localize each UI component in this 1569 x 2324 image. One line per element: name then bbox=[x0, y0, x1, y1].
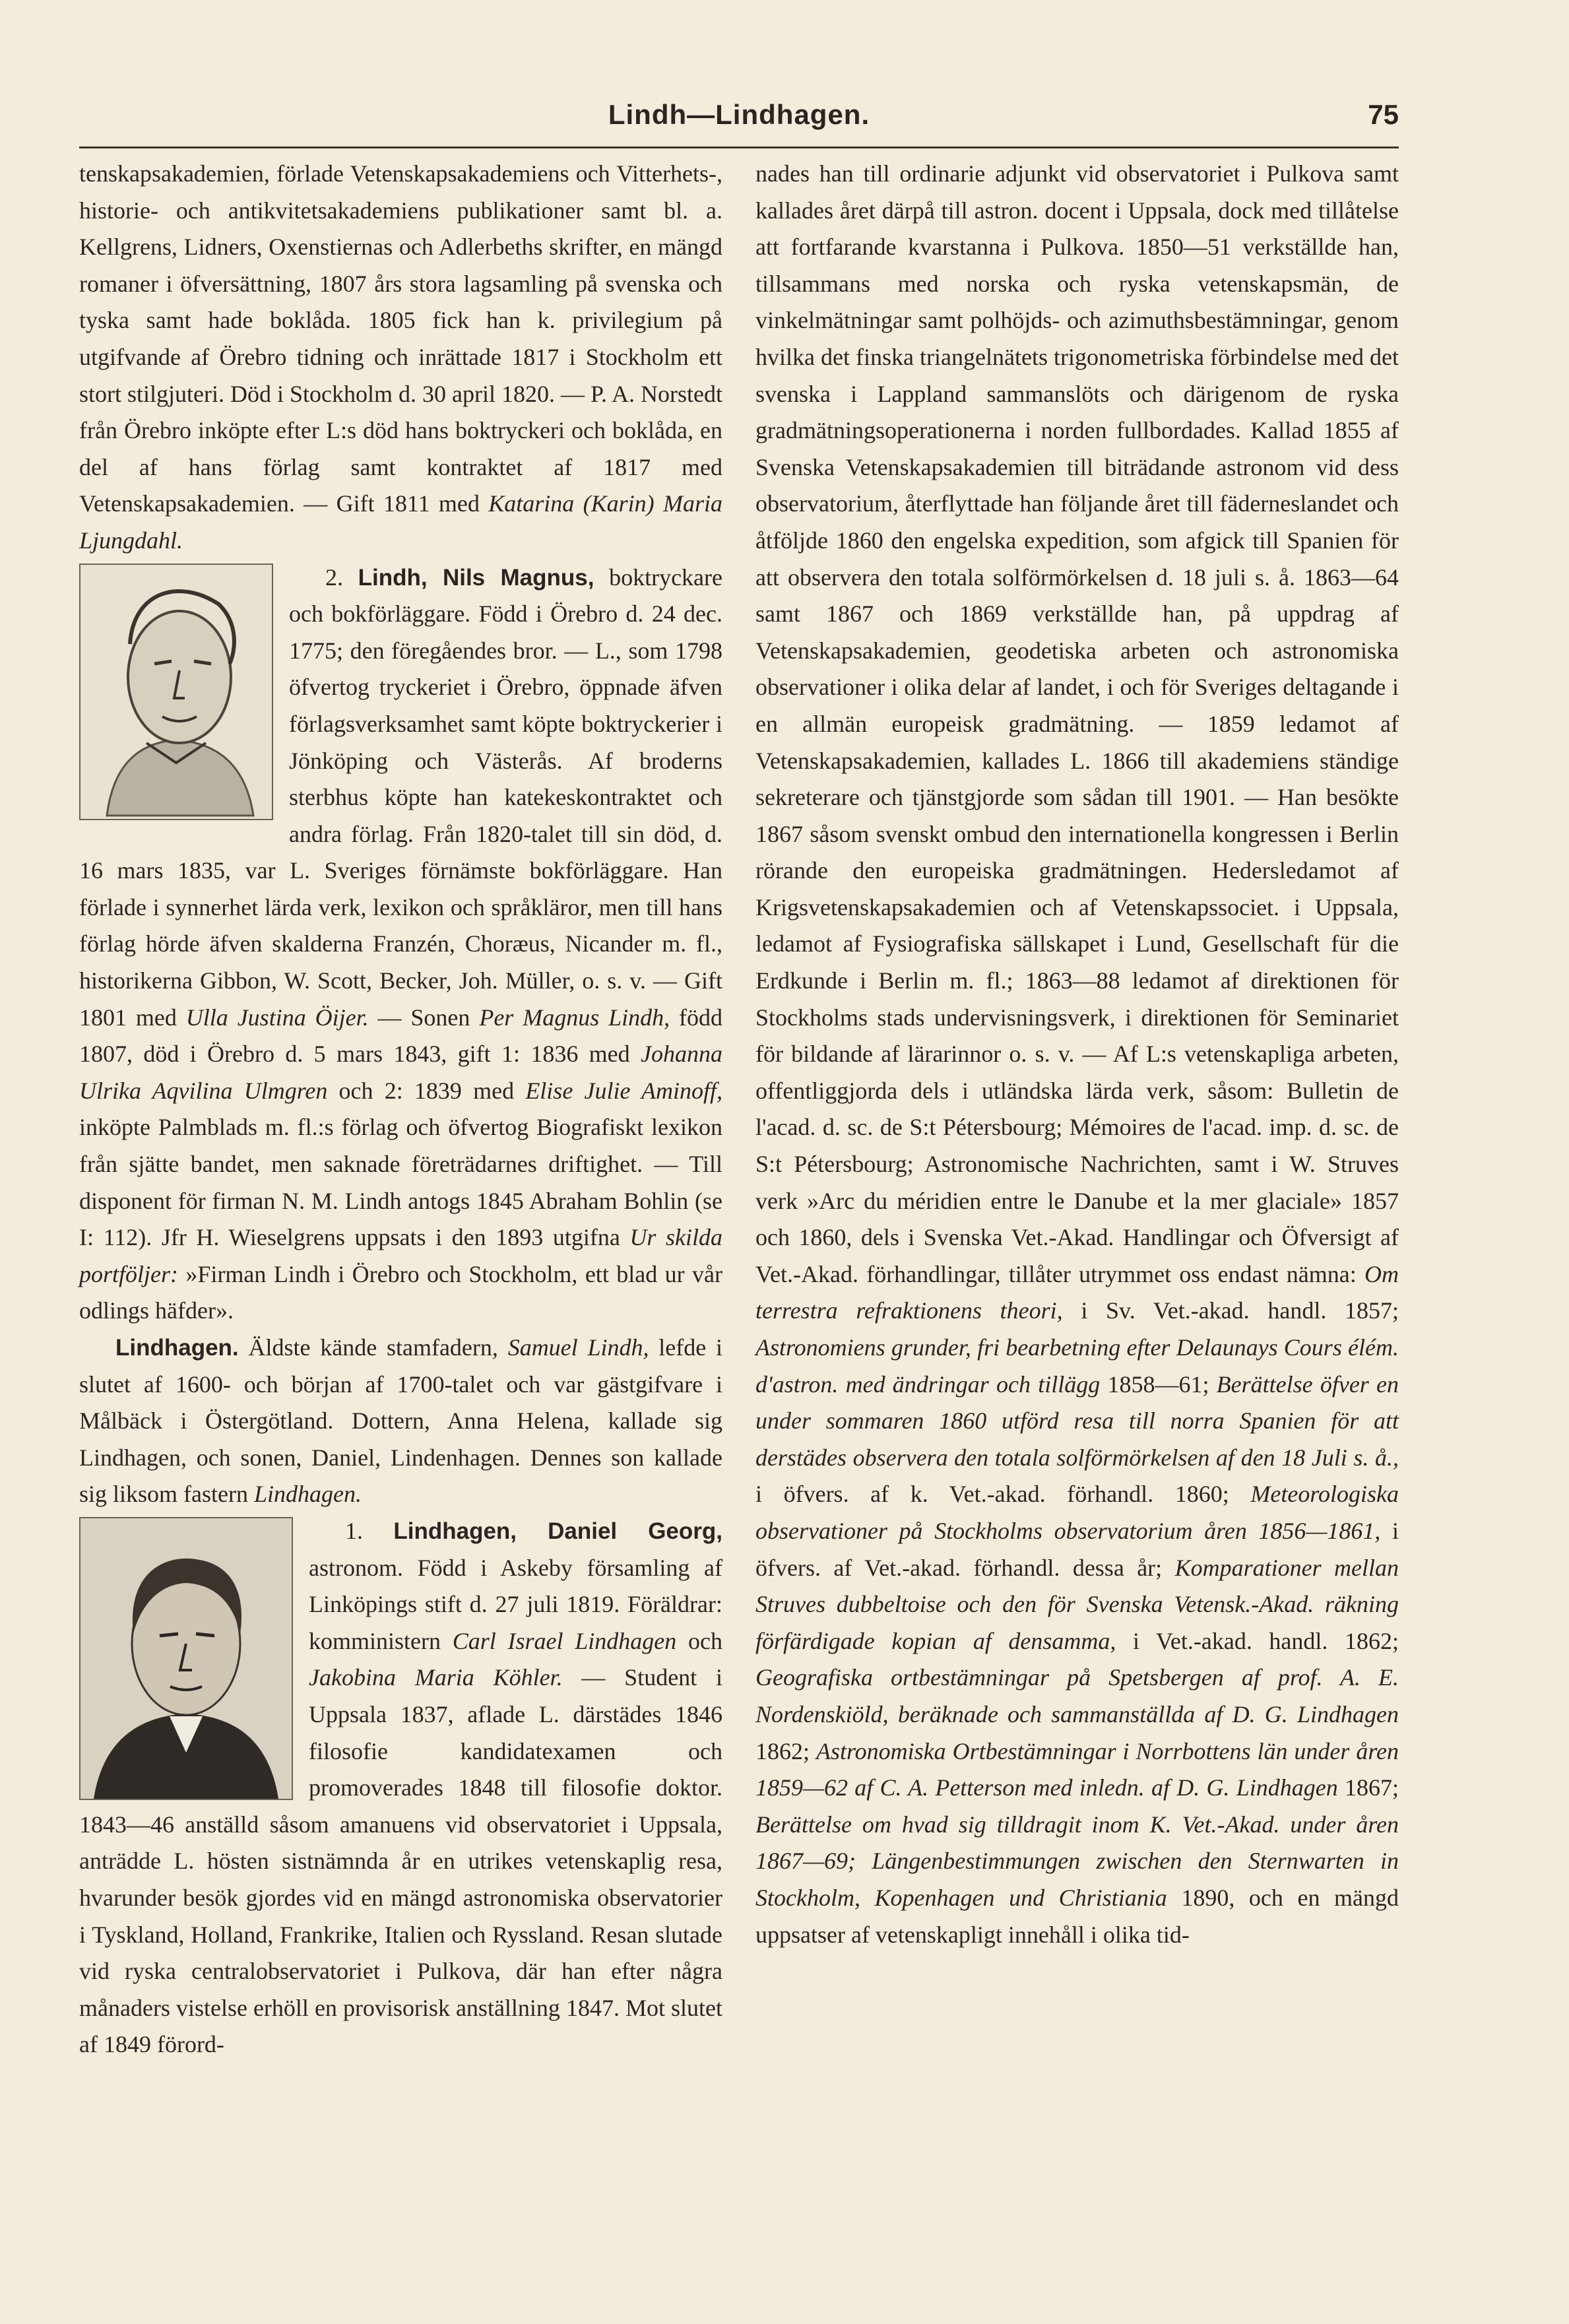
entry-heading: Lindh, Nils Magnus, bbox=[358, 564, 594, 591]
paragraph-lindh-1-end: tenskapsakademien, förlade Vetenskapsakademiens och Vitterhets-, historie- och antikvitetsakademiens publikationer samt bl. a. Kellgrens, Lidners, Oxenstiernas och Adlerbeths skrifter, en mängd romaner i öfversättning, 1807 års stora lagsamling på svenska och tyska samt hade boklåda. 1805 fick han k. privilegium på utgifvande af Örebro tidning och inrättade 1817 i Stockholm ett stort stilgjuteri. Död i Stockholm d. 30 april 1820. — P. A. Norstedt från Örebro inköpte efter L:s död hans boktryckeri och boklåda, en del af hans förlag samt kontraktet af 1817 med Vetenskapsakademien. — Gift 1811 med Katarina (Karin) Maria Ljungdahl. bbox=[79, 160, 722, 554]
entry-heading: Lindhagen, Daniel Georg, bbox=[393, 1518, 722, 1544]
portrait-daniel-georg-lindhagen bbox=[79, 1517, 293, 1800]
entry-lindh-nils-magnus: 2. Lindh, Nils Magnus, boktryckare och bokförläggare. Född i Örebro d. 24 dec. 1775; den föregåendes bror. — L., som 1798 öfvertog tryckeriet i Örebro, öppnade äfven förlagsverksamhet samt köpte boktryckerier i Jönköping och Västerås. Af broderns sterbhus köpte han katekeskontraktet och andra förlag. Från 1820-talet till sin död, d. 16 mars 1835, var L. Sveriges förnämste bokförläggare. Han förlade i synnerhet lärda verk, lexikon och språkläror, men till hans förlag hörde äfven skalderna Franzén, Choræus, Nicander m. fl., historikerna Gibbon, W. Scott, Becker, Joh. Müller, o. s. v. — Gift 1801 med Ulla Justina Öijer. — Sonen Per Magnus Lindh, född 1807, död i Örebro d. 5 mars 1843, gift 1: 1836 med Johanna Ulrika Aqvilina Ulmgren och 2: 1839 med Elise Julie Aminoff, inköpte Palmblads m. fl.:s förlag och öfvertog Biografiskt lexikon från sjätte bandet, men saknade företrädarnes driftighet. — Till disponent för firman N. M. Lindh antogs 1845 Abraham Bohlin (se I: 112). Jfr H. Wieselgrens uppsats i den 1893 utgifna Ur skilda portföljer: »Firman Lindh i Örebro och Stockholm, ett blad ur vår odlings häfder». bbox=[79, 564, 723, 1324]
entry-lindhagen-family: Lindhagen. Äldste kände stamfadern, Samuel Lindh, lefde i slutet af 1600- och början af 1700-talet och var gästgifvare i Målbäck i Östergötland. Dottern, Anna Helena, kallade sig Lindhagen, och sonen, Daniel, Lindenhagen. Dennes son kallade sig liksom fastern Lindhagen. bbox=[79, 1334, 723, 1508]
entry-lindhagen-daniel-georg: 1. Lindhagen, Daniel Georg, astronom. Född i Askeby församling af Linköpings stift d. 27 juli 1819. Föräldrar: komministern Carl Israel Lindhagen och Jakobina Maria Köhler. — Student i Uppsala 1837, aflade L. därstädes 1846 filosofie kandidatexamen och promoverades 1848 till filosofie doktor. 1843—46 anställd såsom amanuens vid observatoriet i Uppsala, anträdde L. hösten sistnämnda år en utrikes vetenskaplig resa, hvarunder besök gjordes vid en mängd astronomiska observatorier i Tyskland, Holland, Frankrike, Italien och Ryssland. Resan slutade vid ryska centralobservatoriet i Pulkova, där han efter några månaders vistelse erhöll en provisorisk anställning 1847. Mot slutet af 1849 förord- bbox=[79, 1517, 722, 2058]
page-number: 75 bbox=[1368, 99, 1399, 130]
portrait-nils-magnus-lindh bbox=[79, 564, 273, 820]
header-rule bbox=[79, 146, 1399, 148]
page-header bbox=[79, 99, 1399, 139]
left-column bbox=[79, 156, 722, 2234]
entry-heading: Lindhagen. bbox=[115, 1335, 239, 1361]
running-head: Lindh—Lindhagen. bbox=[608, 99, 870, 130]
paragraph-lindhagen-continued: nades han till ordinarie adjunkt vid observatoriet i Pulkova samt kallades året därpå till astron. docent i Uppsala, dock med tillåtelse att fortfarande kvarstanna i Pulkova. 1850—51 verkställde han, tillsammans med norska och ryska vetenskapsmän, de vinkelmätningar samt polhöjds- och azimuthsbestämningar, genom hvilka det finska triangelnätets trigonometriska förbindelse med det svenska i Lappland sammanslöts och därigenom de ryska gradmätningsoperationerna i norden fullbordades. Kallad 1855 af Svenska Vetenskapsakademien till biträdande astronom vid dess observatorium, återflyttade han följande året till fäderneslandet och åtföljde 1860 den engelska expedition, som afgick till Spanien för att observera den totala solförmörkelsen d. 18 juli s. å. 1863—64 samt 1867 och 1869 verkställde han, på uppdrag af Vetenskapsakademien, geodetiska arbeten och astronomiska observationer i olika delar af landet, i och för Sveriges deltagande i en allmän europeisk gradmätning. — 1859 ledamot af Vetenskapsakademien, kallades L. 1866 till akademiens ständige sekreterare och tjänstgjorde som sådan till 1901. — Han besökte 1867 såsom svenskt ombud den internationella kongressen i Berlin rörande den europeiska gradmätningen. Hedersledamot af Krigsvetenskapsakademien och af Vetenskapssociet. i Uppsala, ledamot af Fysiografiska sällskapet i Lund, Gesellschaft für die Erdkunde i Berlin m. fl.; 1863—88 ledamot af direktionen för Stockholms stads undervisningsverk, i direktionen för Seminariet för bildande af lärarinnor o. s. v. — Af L:s vetenskapliga arbeten, offentliggjorda dels i utländska lärda verk, såsom: Bulletin de l'acad. d. sc. de S:t Pétersbourg; Mémoires de l'acad. imp. d. sc. de S:t Pétersbourg; Astronomische Nachrichten, samt i W. Struves verk »Arc du méridien entre le Danube et la mer glaciale» 1857 och 1860, dels i Svenska Vet.-Akad. Handlingar och Öfversigt af Vet.-Akad. förhandlingar, tillåter utrymmet oss endast nämna: Om terrestra refraktionens theori, i Sv. Vet.-akad. handl. 1857; Astronomiens grunder, fri bearbetning efter Delaunays Cours élém. d'astron. med ändringar och tillägg 1858—61; Berättelse öfver en under sommaren 1860 utförd resa till norra Spanien för att derstädes observera den totala solförmörkelsen af den 18 Juli s. å., i öfvers. af k. Vet.-akad. förhandl. 1860; Meteorologiska observationer på Stockholms observatorium åren 1856—1861, i öfvers. af Vet.-akad. förhandl. dessa år; Komparationer mellan Struves dubbeltoise och den för Svenska Vetensk.-Akad. räkning förfärdigade kopian af densamma, i Vet.-akad. handl. 1862; Geografiska ortbestämningar på Spetsbergen af prof. A. E. Nordenskiöld, beräknade och sammanställda af D. G. Lindhagen 1862; Astronomiska Ortbestämningar i Norrbottens län under åren 1859—62 af C. A. Petterson med inledn. af D. G. Lindhagen 1867; Berättelse om hvad sig tilldragit inom K. Vet.-Akad. under åren 1867—69; Längenbestimmungen zwischen den Sternwarten in Stockholm, Kopenhagen und Christiania 1890, och en mängd uppsatser af vetenskapligt innehåll i olika tid- bbox=[755, 160, 1399, 1948]
right-column bbox=[755, 156, 1399, 2234]
